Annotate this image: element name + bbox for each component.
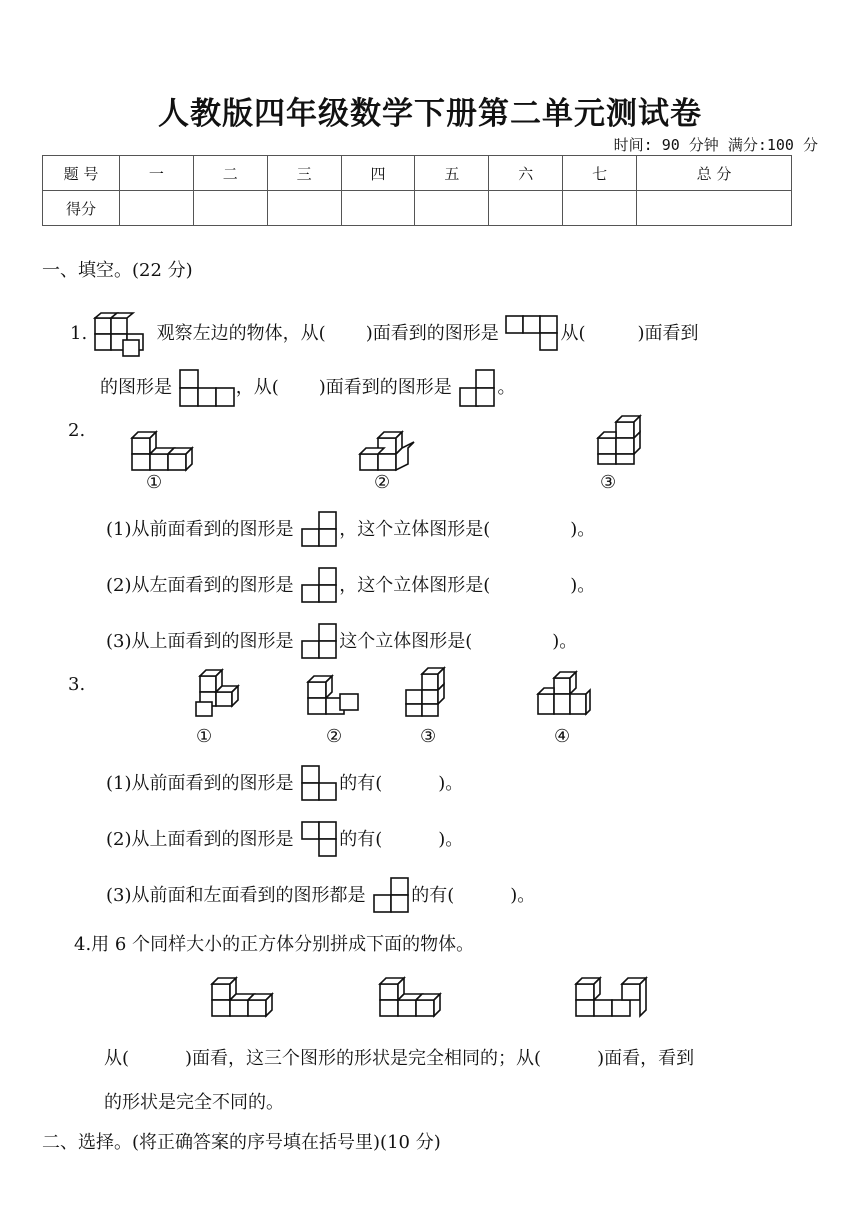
q3-item-1-shape <box>299 764 339 804</box>
score-cell[interactable] <box>637 191 792 226</box>
q1-view-shape-2 <box>178 368 236 408</box>
q1-line1 <box>70 310 699 358</box>
q2-label-1: ① <box>146 472 163 493</box>
q1-text-h: 。 <box>497 377 516 398</box>
score-cell[interactable] <box>120 191 194 226</box>
q2-item-2-text-c: )。 <box>570 575 596 596</box>
score-table-header-row <box>43 156 792 191</box>
score-header-cell: 题 号 <box>43 156 120 191</box>
q2-item-2-text-a: (2)从左面看到的图形是 <box>106 575 294 596</box>
q2-item-3-text-c: )。 <box>552 631 578 652</box>
q4-figure-2 <box>376 972 448 1022</box>
q3-item-1-text-a: (1)从前面看到的图形是 <box>106 773 294 794</box>
q4-line1 <box>104 1044 694 1070</box>
q2-item-1-shape <box>299 510 339 550</box>
q3-figure-3 <box>402 664 452 720</box>
score-header-cell: 六 <box>489 156 563 191</box>
score-cell[interactable] <box>193 191 267 226</box>
q4-figure-1 <box>208 972 280 1022</box>
q2-item-3 <box>106 622 577 662</box>
q1-text-d: )面看到 <box>637 323 699 344</box>
score-header-cell: 一 <box>120 156 194 191</box>
q3-item-3 <box>106 876 535 916</box>
q3-item-2-shape <box>299 820 339 860</box>
q3-item-1 <box>106 764 463 804</box>
q3-item-3-text-c: )。 <box>510 885 536 906</box>
q3-item-2-text-c: )。 <box>438 829 464 850</box>
q2-item-1-text-b: ，这个立体图形是( <box>339 519 491 540</box>
q4-figure-3 <box>572 972 652 1022</box>
q3-item-2-text-b: 的有( <box>339 829 383 850</box>
q2-label-2: ② <box>374 472 391 493</box>
q3-item-3-shape <box>371 876 411 916</box>
score-header-cell: 二 <box>193 156 267 191</box>
q1-text-c: 从( <box>560 323 586 344</box>
q1-line2 <box>100 368 516 408</box>
q1-number: 1. <box>70 323 88 344</box>
q2-item-3-text-b: 这个立体图形是( <box>339 631 473 652</box>
score-table <box>42 155 792 226</box>
q3-label-1: ① <box>196 726 213 747</box>
score-header-cell: 总 分 <box>637 156 792 191</box>
q4-prompt: 4.用 6 个同样大小的正方体分别拼成下面的物体。 <box>74 934 475 955</box>
score-cell[interactable] <box>415 191 489 226</box>
q1-text-a: 观察左边的物体，从( <box>156 323 326 344</box>
q1-text-e: 的图形是 <box>100 377 172 398</box>
q1-solid-figure <box>93 310 151 358</box>
q2-item-3-text-a: (3)从上面看到的图形是 <box>106 631 294 652</box>
score-cell[interactable] <box>489 191 563 226</box>
score-cell[interactable] <box>267 191 341 226</box>
q3-item-3-text-b: 的有( <box>411 885 455 906</box>
q1-text-g: )面看到的图形是 <box>318 377 452 398</box>
q4-line1-a: 从( <box>104 1048 130 1069</box>
q3-figure-2 <box>304 672 364 718</box>
q1-text-b: )面看到的图形是 <box>365 323 499 344</box>
score-cell[interactable] <box>341 191 415 226</box>
q2-item-1 <box>106 510 595 550</box>
q4-line1-c: )面看，看到 <box>597 1048 695 1069</box>
score-table-score-row <box>43 191 792 226</box>
score-header-cell: 三 <box>267 156 341 191</box>
score-row-label: 得分 <box>43 191 120 226</box>
q3-item-1-text-c: )。 <box>438 773 464 794</box>
q3-item-2-text-a: (2)从上面看到的图形是 <box>106 829 294 850</box>
section-1-heading: 一、填空。(22 分) <box>42 260 193 281</box>
q1-view-shape-1 <box>504 314 560 354</box>
q3-number: 3. <box>68 674 86 695</box>
score-cell[interactable] <box>563 191 637 226</box>
page-title: 人教版四年级数学下册第二单元测试卷 <box>158 96 702 132</box>
q3-item-1-text-b: 的有( <box>339 773 383 794</box>
q2-figure-2 <box>356 428 418 476</box>
q3-item-2 <box>106 820 463 860</box>
score-header-cell: 四 <box>341 156 415 191</box>
q3-figure-4 <box>534 668 594 720</box>
q2-number: 2. <box>68 420 86 441</box>
q2-figure-3 <box>594 410 650 468</box>
q2-item-2-text-b: ，这个立体图形是( <box>339 575 491 596</box>
q2-item-1-text-a: (1)从前面看到的图形是 <box>106 519 294 540</box>
q3-figure-1 <box>192 664 248 720</box>
score-header-cell: 七 <box>563 156 637 191</box>
q3-label-2: ② <box>326 726 343 747</box>
section-2-heading: 二、选择。(将正确答案的序号填在括号里)(10 分) <box>42 1132 441 1153</box>
q3-label-4: ④ <box>554 726 571 747</box>
exam-meta: 时间: 90 分钟 满分:100 分 <box>613 136 818 154</box>
q3-item-3-text-a: (3)从前面和左面看到的图形都是 <box>106 885 366 906</box>
q2-item-1-text-c: )。 <box>570 519 596 540</box>
q4-line1-b: )面看，这三个图形的形状是完全相同的；从( <box>185 1048 542 1069</box>
q2-figure-1 <box>128 428 196 476</box>
q1-view-shape-3 <box>458 368 498 408</box>
q4-line2: 的形状是完全不同的。 <box>104 1092 284 1113</box>
q2-label-3: ③ <box>600 472 617 493</box>
q2-item-2 <box>106 566 595 606</box>
q3-label-3: ③ <box>420 726 437 747</box>
q1-text-f: ，从( <box>235 377 279 398</box>
score-header-cell: 五 <box>415 156 489 191</box>
q2-item-2-shape <box>299 566 339 606</box>
q2-item-3-shape <box>299 622 339 662</box>
